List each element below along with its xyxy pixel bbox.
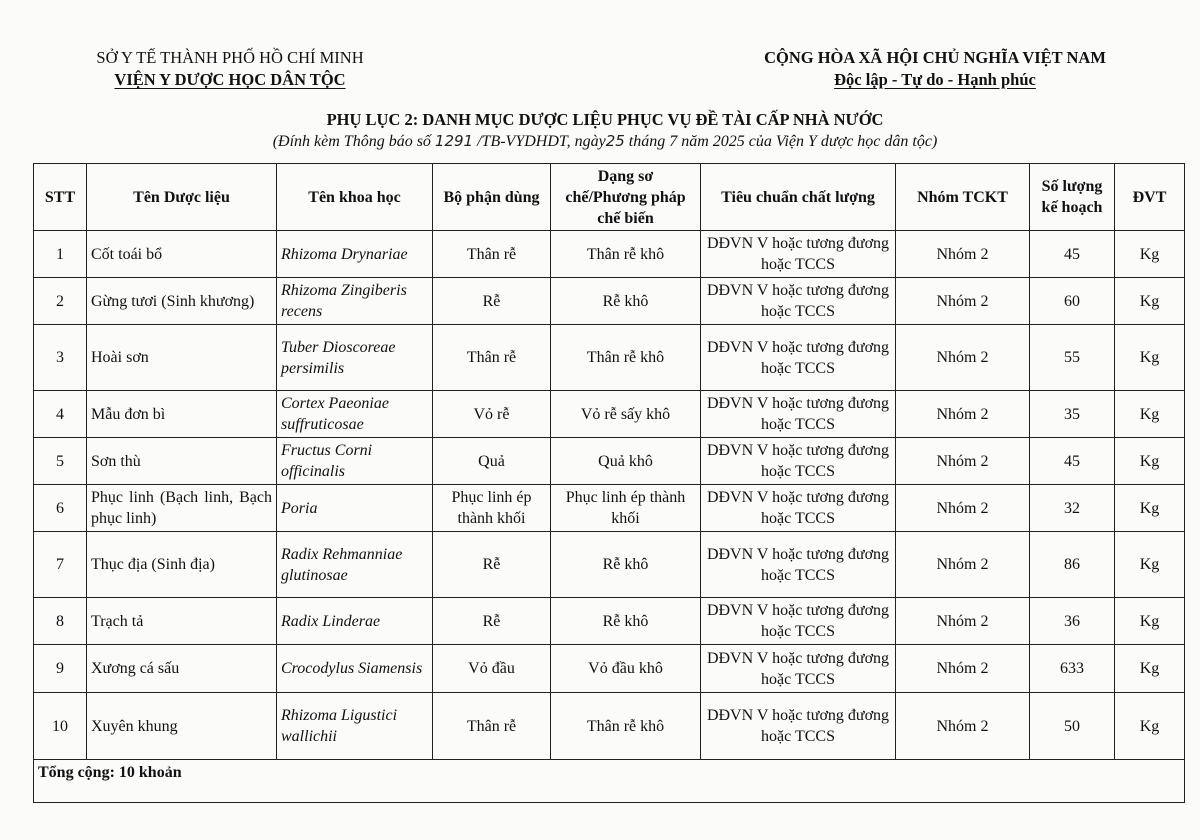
cell-tieu-chuan: DĐVN V hoặc tương đương hoặc TCCS xyxy=(701,231,896,278)
cell-khoa-hoc: Cortex Paeoniae suffruticosae xyxy=(277,391,433,438)
cell-nhom: Nhóm 2 xyxy=(896,391,1030,438)
cell-bo-phan: Thân rễ xyxy=(433,693,551,760)
cell-ten: Phục linh (Bạch linh, Bạch phục linh) xyxy=(87,485,277,532)
cell-bo-phan: Thân rễ xyxy=(433,231,551,278)
header-dang-so-che: Dạng sơ chế/Phương pháp chế biến xyxy=(551,164,701,231)
cell-dang: Rễ khô xyxy=(551,278,701,325)
cell-nhom: Nhóm 2 xyxy=(896,598,1030,645)
cell-dvt: Kg xyxy=(1115,693,1185,760)
cell-tieu-chuan: DĐVN V hoặc tương đương hoặc TCCS xyxy=(701,485,896,532)
cell-so-luong: 45 xyxy=(1030,231,1115,278)
table-row xyxy=(34,278,1185,325)
subtitle-part2: /TB-VYDHDT, ngày xyxy=(473,133,606,150)
cell-bo-phan: Rễ xyxy=(433,598,551,645)
header-dvt: ĐVT xyxy=(1115,164,1185,231)
cell-dvt: Kg xyxy=(1115,438,1185,485)
subtitle-part3: tháng 7 năm 2025 của Viện Y dược học dân tộc) xyxy=(624,133,938,150)
cell-stt: 7 xyxy=(34,532,87,598)
issuer-block xyxy=(60,47,400,91)
cell-nhom: Nhóm 2 xyxy=(896,645,1030,693)
cell-stt: 6 xyxy=(34,485,87,532)
cell-dang: Thân rễ khô xyxy=(551,325,701,391)
cell-khoa-hoc: Fructus Corni officinalis xyxy=(277,438,433,485)
handwritten-number: 1291 xyxy=(434,132,474,150)
cell-bo-phan: Rễ xyxy=(433,278,551,325)
cell-so-luong: 36 xyxy=(1030,598,1115,645)
cell-stt: 8 xyxy=(34,598,87,645)
cell-tieu-chuan: DĐVN V hoặc tương đương hoặc TCCS xyxy=(701,278,896,325)
cell-khoa-hoc: Radix Rehmanniae glutinosae xyxy=(277,532,433,598)
cell-so-luong: 55 xyxy=(1030,325,1115,391)
subtitle-part1: (Đính kèm Thông báo số xyxy=(272,133,435,150)
cell-tieu-chuan: DĐVN V hoặc tương đương hoặc TCCS xyxy=(701,438,896,485)
cell-dvt: Kg xyxy=(1115,532,1185,598)
cell-dvt: Kg xyxy=(1115,278,1185,325)
cell-dang: Rễ khô xyxy=(551,532,701,598)
cell-khoa-hoc: Radix Linderae xyxy=(277,598,433,645)
cell-stt: 3 xyxy=(34,325,87,391)
cell-stt: 9 xyxy=(34,645,87,693)
cell-dang: Rễ khô xyxy=(551,598,701,645)
cell-stt: 2 xyxy=(34,278,87,325)
cell-bo-phan: Quả xyxy=(433,438,551,485)
cell-dvt: Kg xyxy=(1115,598,1185,645)
national-motto-block xyxy=(690,47,1180,91)
cell-stt: 5 xyxy=(34,438,87,485)
cell-so-luong: 633 xyxy=(1030,645,1115,693)
cell-ten: Thục địa (Sinh địa) xyxy=(87,532,277,598)
cell-nhom: Nhóm 2 xyxy=(896,532,1030,598)
cell-dvt: Kg xyxy=(1115,645,1185,693)
table-row xyxy=(34,438,1185,485)
handwritten-day: 25 xyxy=(605,132,625,150)
issuer-department: SỞ Y TẾ THÀNH PHỐ HỒ CHÍ MINH xyxy=(96,48,364,67)
table-row xyxy=(34,693,1185,760)
cell-dang: Vỏ rễ sấy khô xyxy=(551,391,701,438)
cell-so-luong: 45 xyxy=(1030,438,1115,485)
table-row xyxy=(34,391,1185,438)
cell-so-luong: 86 xyxy=(1030,532,1115,598)
header-bo-phan-dung: Bộ phận dùng xyxy=(433,164,551,231)
cell-ten: Hoài sơn xyxy=(87,325,277,391)
document-title: PHỤ LỤC 2: DANH MỤC DƯỢC LIỆU PHỤC VỤ ĐỀ TÀI CẤP NHÀ NƯỚC xyxy=(326,110,884,129)
cell-bo-phan: Rễ xyxy=(433,532,551,598)
cell-so-luong: 35 xyxy=(1030,391,1115,438)
cell-tieu-chuan: DĐVN V hoặc tương đương hoặc TCCS xyxy=(701,693,896,760)
cell-khoa-hoc: Poria xyxy=(277,485,433,532)
cell-ten: Xương cá sấu xyxy=(87,645,277,693)
cell-dang: Phục linh ép thành khối xyxy=(551,485,701,532)
cell-bo-phan: Vỏ rễ xyxy=(433,391,551,438)
cell-dang: Quả khô xyxy=(551,438,701,485)
cell-bo-phan: Thân rễ xyxy=(433,325,551,391)
table-row xyxy=(34,325,1185,391)
table-row xyxy=(34,231,1185,278)
cell-dang: Thân rễ khô xyxy=(551,231,701,278)
cell-khoa-hoc: Rhizoma Ligustici wallichii xyxy=(277,693,433,760)
cell-nhom: Nhóm 2 xyxy=(896,438,1030,485)
cell-khoa-hoc: Tuber Dioscoreae persimilis xyxy=(277,325,433,391)
total-count: Tổng cộng: 10 khoản xyxy=(34,760,1185,803)
cell-so-luong: 50 xyxy=(1030,693,1115,760)
document-subtitle xyxy=(0,132,1200,151)
header-so-luong: Số lượng kế hoạch xyxy=(1030,164,1115,231)
cell-dvt: Kg xyxy=(1115,391,1185,438)
cell-khoa-hoc: Crocodylus Siamensis xyxy=(277,645,433,693)
cell-so-luong: 32 xyxy=(1030,485,1115,532)
header-tieu-chuan: Tiêu chuẩn chất lượng xyxy=(701,164,896,231)
table-row xyxy=(34,485,1185,532)
cell-stt: 4 xyxy=(34,391,87,438)
cell-nhom: Nhóm 2 xyxy=(896,693,1030,760)
cell-ten: Gừng tươi (Sinh khương) xyxy=(87,278,277,325)
country-name: CỘNG HÒA XÃ HỘI CHỦ NGHĨA VIỆT NAM xyxy=(764,48,1106,67)
table-row xyxy=(34,598,1185,645)
cell-ten: Cốt toái bổ xyxy=(87,231,277,278)
herbal-list-table xyxy=(33,163,1185,803)
cell-dvt: Kg xyxy=(1115,325,1185,391)
cell-stt: 1 xyxy=(34,231,87,278)
cell-nhom: Nhóm 2 xyxy=(896,325,1030,391)
cell-tieu-chuan: DĐVN V hoặc tương đương hoặc TCCS xyxy=(701,645,896,693)
table-total-row xyxy=(34,760,1185,803)
cell-khoa-hoc: Rhizoma Zingiberis recens xyxy=(277,278,433,325)
table-row xyxy=(34,645,1185,693)
cell-khoa-hoc: Rhizoma Drynariae xyxy=(277,231,433,278)
cell-bo-phan: Vỏ đầu xyxy=(433,645,551,693)
header-ten-khoa-hoc: Tên khoa học xyxy=(277,164,433,231)
table-row xyxy=(34,532,1185,598)
cell-nhom: Nhóm 2 xyxy=(896,231,1030,278)
cell-dvt: Kg xyxy=(1115,231,1185,278)
cell-ten: Sơn thù xyxy=(87,438,277,485)
cell-nhom: Nhóm 2 xyxy=(896,278,1030,325)
cell-tieu-chuan: DĐVN V hoặc tương đương hoặc TCCS xyxy=(701,325,896,391)
header-ten-duoc-lieu: Tên Dược liệu xyxy=(87,164,277,231)
cell-ten: Mẫu đơn bì xyxy=(87,391,277,438)
motto: Độc lập - Tự do - Hạnh phúc xyxy=(834,70,1036,89)
cell-ten: Xuyên khung xyxy=(87,693,277,760)
table-header-row xyxy=(34,164,1185,231)
cell-tieu-chuan: DĐVN V hoặc tương đương hoặc TCCS xyxy=(701,532,896,598)
cell-tieu-chuan: DĐVN V hoặc tương đương hoặc TCCS xyxy=(701,391,896,438)
issuer-institute: VIỆN Y DƯỢC HỌC DÂN TỘC xyxy=(114,70,346,89)
cell-dvt: Kg xyxy=(1115,485,1185,532)
cell-bo-phan: Phục linh ép thành khối xyxy=(433,485,551,532)
cell-dang: Vỏ đầu khô xyxy=(551,645,701,693)
cell-tieu-chuan: DĐVN V hoặc tương đương hoặc TCCS xyxy=(701,598,896,645)
header-nhom-tckt: Nhóm TCKT xyxy=(896,164,1030,231)
cell-stt: 10 xyxy=(34,693,87,760)
cell-dang: Thân rễ khô xyxy=(551,693,701,760)
header-stt: STT xyxy=(34,164,87,231)
cell-so-luong: 60 xyxy=(1030,278,1115,325)
cell-nhom: Nhóm 2 xyxy=(896,485,1030,532)
cell-ten: Trạch tả xyxy=(87,598,277,645)
